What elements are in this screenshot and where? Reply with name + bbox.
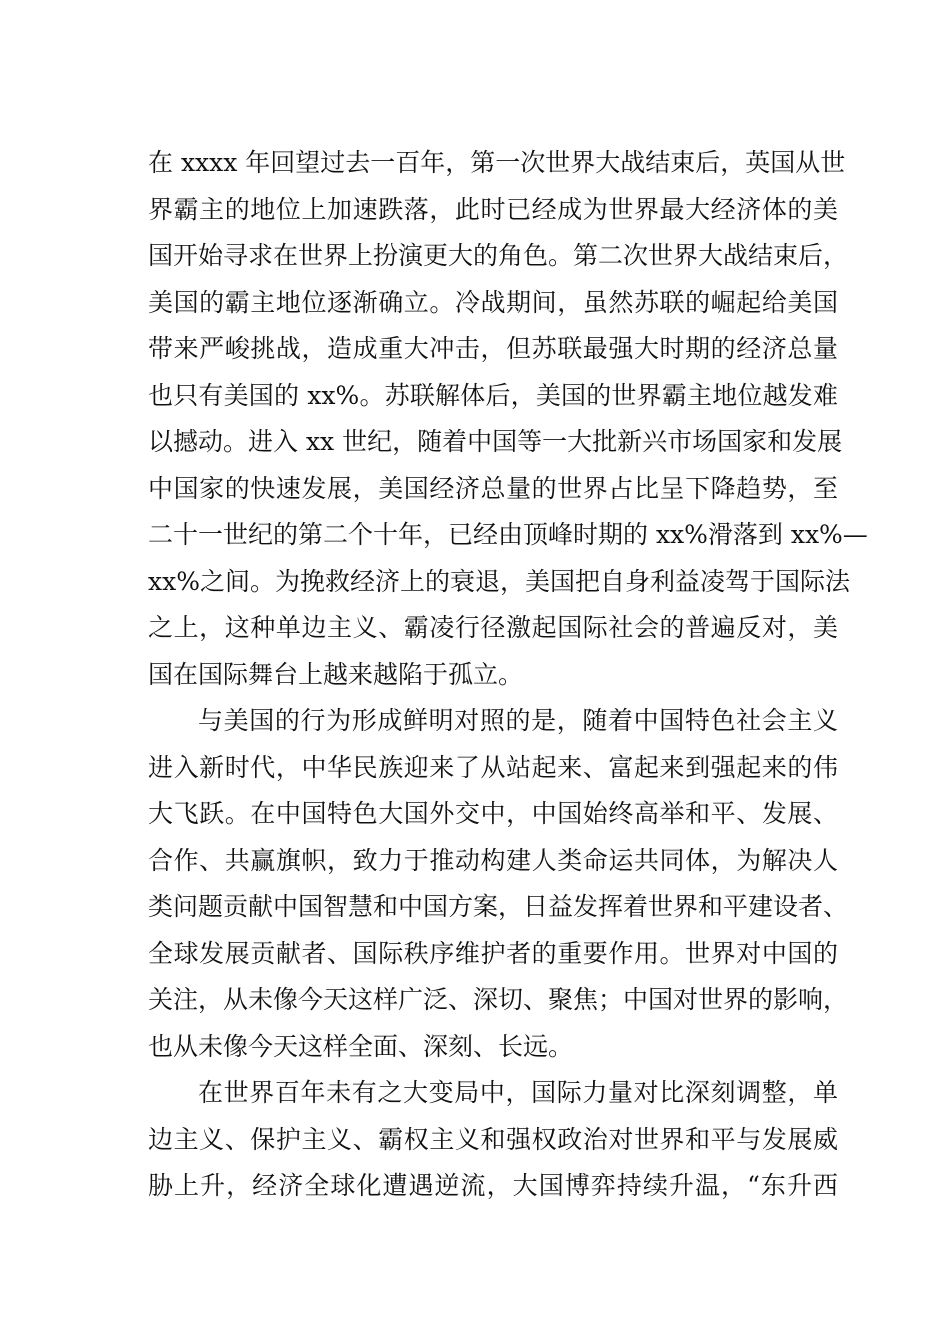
text-line: 带来严峻挑战，造成重大冲击，但苏联最强大时期的经济总量 [148,334,838,363]
text-line: 胁上升，经济全球化遭遇逆流，大国博弈持续升温，“东升西 [148,1171,838,1200]
text-line: 合作、共赢旗帜，致力于推动构建人类命运共同体，为解决人 [148,845,838,875]
text-line: 大飞跃。在中国特色大国外交中，中国始终高举和平、发展、 [148,799,838,828]
text-line: 国开始寻求在世界上扮演更大的角色。第二次世界大战结束后， [148,241,849,270]
text-line: 界霸主的地位上加速跌落，此时已经成为世界最大经济体的美 [148,194,838,224]
paragraph-first-line: 在世界百年未有之大变局中，国际力量对比深刻调整，单 [198,1078,838,1107]
text-line: 关注，从未像今天这样广泛、深切、聚焦；中国对世界的影响， [148,985,849,1014]
text-line: 二十一世纪的第二个十年，已经由顶峰时期的 xx%滑落到 xx%— [148,520,868,549]
text-line: 也只有美国的 xx%。苏联解体后，美国的世界霸主地位越发难 [148,380,838,410]
text-line: 之上，这种单边主义、霸凌行径激起国际社会的普遍反对，美 [148,613,838,642]
paragraph-first-line: 与美国的行为形成鲜明对照的是，随着中国特色社会主义 [198,706,838,735]
document-body [148,140,868,1210]
text-line: 国在国际舞台上越来越陷于孤立。 [148,659,524,689]
text-line: 以撼动。进入 xx 世纪，随着中国等一大批新兴市场国家和发展 [148,427,843,456]
text-line: 中国家的快速发展，美国经济总量的世界占比呈下降趋势，至 [148,473,838,503]
text-line: 美国的霸主地位逐渐确立。冷战期间，虽然苏联的崛起给美国 [148,287,838,317]
text-line: 也从未像今天这样全面、深刻、长远。 [148,1031,574,1061]
text-line: 全球发展贡献者、国际秩序维护者的重要作用。世界对中国的 [148,938,838,968]
text-line: 在 xxxx 年回望过去一百年，第一次世界大战结束后，英国从世 [148,148,846,177]
text-line: xx%之间。为挽救经济上的衰退，美国把自身利益凌驾于国际法 [148,566,850,596]
text-line: 类问题贡献中国智慧和中国方案，日益发挥着世界和平建设者、 [148,892,849,921]
text-line: 边主义、保护主义、霸权主义和强权政治对世界和平与发展威 [148,1124,838,1154]
text-line: 进入新时代，中华民族迎来了从站起来、富起来到强起来的伟 [148,752,838,782]
